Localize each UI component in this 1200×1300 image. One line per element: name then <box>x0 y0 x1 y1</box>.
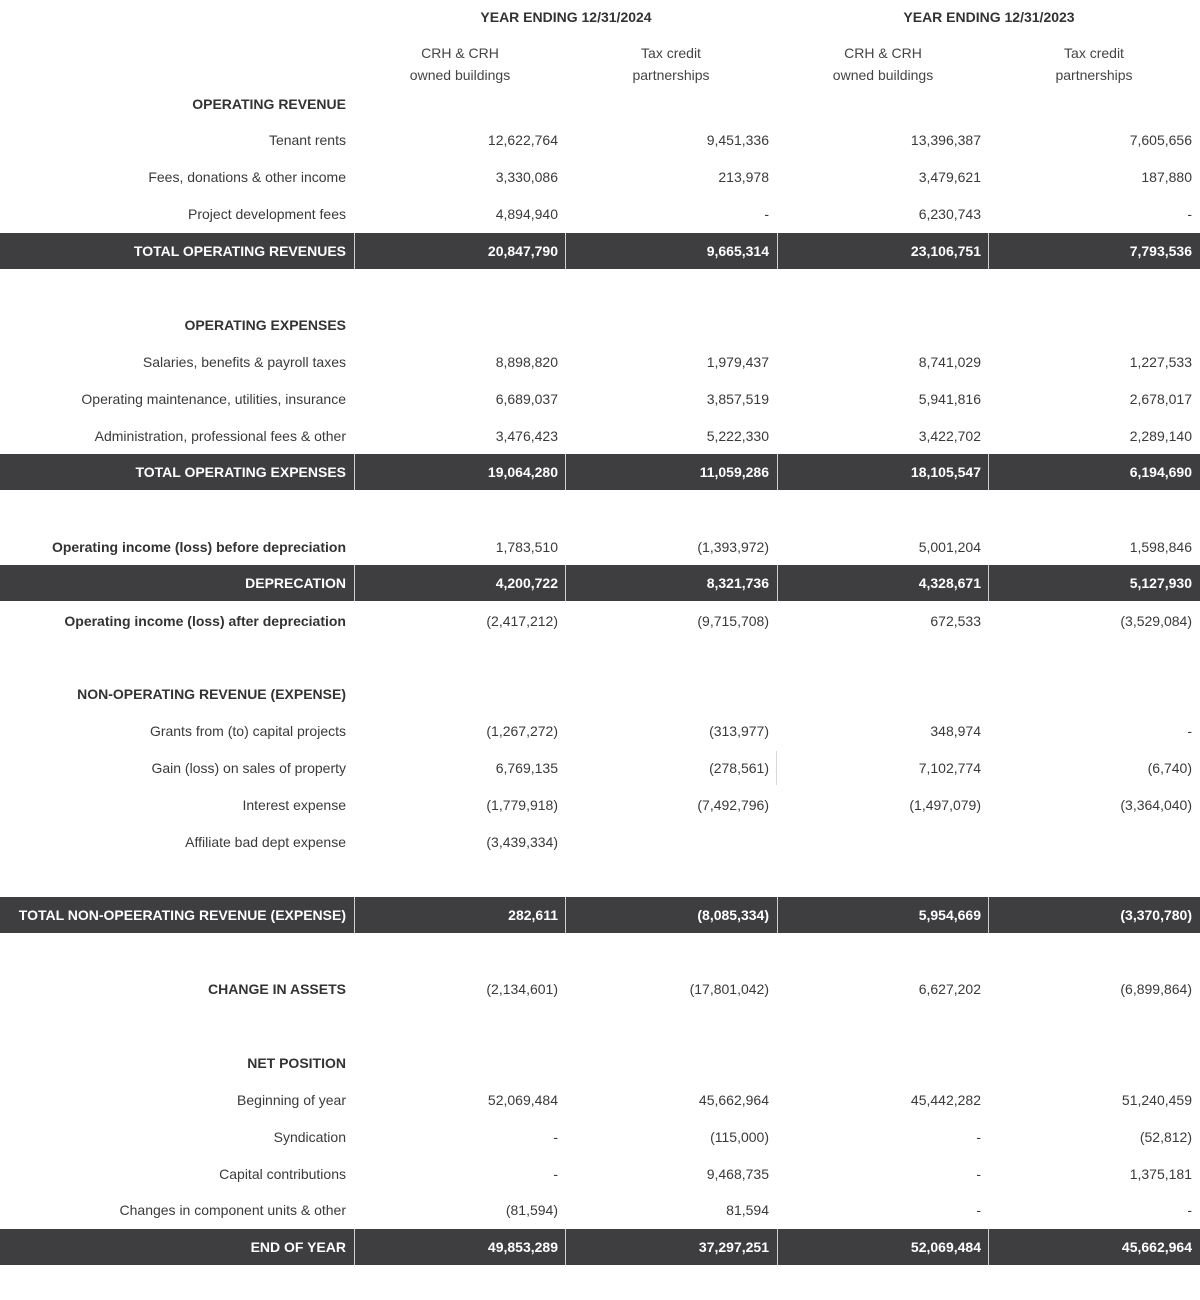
table-row <box>0 529 1200 565</box>
table-row <box>0 1156 1200 1192</box>
cell-value: 12,622,764 <box>487 132 558 148</box>
column-header-line: Tax credit <box>641 45 701 61</box>
section-row <box>0 307 1200 343</box>
cell-value: 2,289,140 <box>1129 428 1192 444</box>
cell-value: (3,529,084) <box>1120 613 1192 629</box>
column-separator <box>354 565 355 601</box>
column-separator <box>354 454 355 490</box>
table-row <box>0 713 1200 749</box>
column-header <box>571 42 771 86</box>
cell-value: (2,417,212) <box>486 613 558 629</box>
cell-value: (1,393,972) <box>697 539 769 555</box>
cell-value: 1,375,181 <box>1129 1166 1192 1182</box>
row-label: Beginning of year <box>237 1092 346 1108</box>
column-separator <box>565 454 566 490</box>
cell-value: (3,364,040) <box>1120 797 1192 813</box>
row-label: DEPRECATION <box>245 575 346 591</box>
cell-value: (52,812) <box>1139 1129 1192 1145</box>
column-separator <box>777 897 778 933</box>
column-header-line: CRH & CRH <box>421 45 499 61</box>
cell-value: 4,200,722 <box>495 575 558 591</box>
cell-value: - <box>1187 723 1192 739</box>
table-row <box>0 750 1200 786</box>
table-row <box>0 824 1200 860</box>
cell-value: 11,059,286 <box>699 464 769 480</box>
cell-value: 6,194,690 <box>1129 464 1192 480</box>
cell-value: 81,594 <box>726 1202 769 1218</box>
cell-value: 45,442,282 <box>910 1092 981 1108</box>
cell-value: 5,127,930 <box>1129 575 1192 591</box>
row-label: END OF YEAR <box>250 1239 346 1255</box>
cell-value: 9,468,735 <box>706 1166 769 1182</box>
row-label: Interest expense <box>242 797 346 813</box>
column-separator <box>354 233 355 269</box>
cell-value: 6,689,037 <box>495 391 558 407</box>
row-label: Capital contributions <box>219 1166 346 1182</box>
cell-value: 4,894,940 <box>495 206 558 222</box>
total-row <box>0 1229 1200 1265</box>
column-separator <box>777 233 778 269</box>
table-row <box>0 1192 1200 1228</box>
row-label: Tenant rents <box>268 132 346 148</box>
column-separator <box>777 565 778 601</box>
cell-value: 348,974 <box>930 723 981 739</box>
cell-value: - <box>976 1129 981 1145</box>
cell-value: (9,715,708) <box>697 613 769 629</box>
cell-value: 5,001,204 <box>918 539 981 555</box>
section-row <box>0 1045 1200 1081</box>
cell-value: 9,665,314 <box>706 243 769 259</box>
row-label: Operating income (loss) before depreciation <box>51 539 346 555</box>
cell-value: 19,064,280 <box>487 464 558 480</box>
cell-value: 3,422,702 <box>918 428 981 444</box>
cell-value: 6,769,135 <box>495 760 558 776</box>
cell-value: 52,069,484 <box>487 1092 558 1108</box>
row-label: NET POSITION <box>247 1055 346 1071</box>
column-header <box>783 42 983 86</box>
row-label: OPERATING EXPENSES <box>184 317 346 333</box>
cell-value: - <box>764 206 769 222</box>
cell-value: 1,227,533 <box>1129 354 1192 370</box>
row-label: Administration, professional fees & other <box>94 428 346 444</box>
cell-value: 3,330,086 <box>495 169 558 185</box>
column-header <box>994 42 1194 86</box>
table-row <box>0 418 1200 454</box>
table-row <box>0 787 1200 823</box>
cell-value: (8,085,334) <box>697 907 769 923</box>
cell-value: 20,847,790 <box>487 243 558 259</box>
cell-value: - <box>976 1166 981 1182</box>
row-label: Project development fees <box>188 206 346 222</box>
row-label: Changes in component units & other <box>119 1202 346 1218</box>
row-label: Affiliate bad dept expense <box>185 834 346 850</box>
cell-value: 51,240,459 <box>1121 1092 1192 1108</box>
row-label: NON-OPERATING REVENUE (EXPENSE) <box>77 686 346 702</box>
table-row <box>0 159 1200 195</box>
table-row <box>0 122 1200 158</box>
cell-value: 23,106,751 <box>910 243 981 259</box>
cell-value: 13,396,387 <box>910 132 981 148</box>
total-row <box>0 454 1200 490</box>
column-separator <box>777 454 778 490</box>
cell-value: 8,321,736 <box>706 575 769 591</box>
column-separator <box>354 1229 355 1265</box>
cell-value: (7,492,796) <box>697 797 769 813</box>
row-label: Gain (loss) on sales of property <box>151 760 346 776</box>
cell-value: - <box>1187 1202 1192 1218</box>
cell-value: 18,105,547 <box>910 464 981 480</box>
column-header-line: owned buildings <box>409 67 511 83</box>
column-separator <box>988 897 989 933</box>
cell-value: 9,451,336 <box>706 132 769 148</box>
table-row <box>0 196 1200 232</box>
row-label: OPERATING REVENUE <box>192 96 346 112</box>
column-separator <box>565 565 566 601</box>
cell-value: 282,611 <box>508 907 558 923</box>
year-header-2023: YEAR ENDING 12/31/2023 <box>903 9 1075 25</box>
cell-value: (278,561) <box>709 760 769 776</box>
row-label: TOTAL NON-OPEERATING REVENUE (EXPENSE) <box>18 907 346 923</box>
total-row <box>0 897 1200 933</box>
row-label: Syndication <box>273 1129 346 1145</box>
section-row <box>0 676 1200 712</box>
total-row <box>0 565 1200 601</box>
cell-value: (115,000) <box>710 1129 769 1145</box>
cell-value: (6,740) <box>1147 760 1192 776</box>
column-separator <box>988 565 989 601</box>
row-label: Grants from (to) capital projects <box>149 723 346 739</box>
column-header-line: partnerships <box>1055 67 1133 83</box>
total-row <box>0 233 1200 269</box>
column-header <box>360 42 560 86</box>
cell-value: 7,605,656 <box>1129 132 1192 148</box>
cell-value: - <box>553 1129 558 1145</box>
cell-value: (313,977) <box>709 723 769 739</box>
cell-value: 213,978 <box>718 169 769 185</box>
column-separator <box>565 897 566 933</box>
column-separator <box>565 233 566 269</box>
cell-value: 187,880 <box>1141 169 1192 185</box>
row-label: Operating income (loss) after depreciation <box>64 613 346 629</box>
cell-value: 8,898,820 <box>495 354 558 370</box>
section-row <box>0 971 1200 1007</box>
column-header-line: owned buildings <box>832 67 934 83</box>
column-header-line: Tax credit <box>1064 45 1124 61</box>
table-row <box>0 344 1200 380</box>
table-row <box>0 603 1200 639</box>
cell-value: 4,328,671 <box>918 575 981 591</box>
cell-value: (6,899,864) <box>1120 981 1192 997</box>
row-label: CHANGE IN ASSETS <box>208 981 346 997</box>
column-separator <box>988 1229 989 1265</box>
column-separator <box>988 454 989 490</box>
cell-value: (1,779,918) <box>486 797 558 813</box>
cell-value: 7,102,774 <box>918 760 981 776</box>
cell-value: 49,853,289 <box>487 1239 558 1255</box>
row-label: Operating maintenance, utilities, insurance <box>81 391 346 407</box>
cell-value: 672,533 <box>930 613 981 629</box>
column-separator <box>354 897 355 933</box>
row-label: TOTAL OPERATING EXPENSES <box>135 464 346 480</box>
cell-value: (2,134,601) <box>486 981 558 997</box>
cell-value: 5,941,816 <box>918 391 981 407</box>
cell-value: (3,370,780) <box>1120 907 1192 923</box>
row-label: Fees, donations & other income <box>148 169 346 185</box>
column-header-line: partnerships <box>632 67 710 83</box>
cell-value: (1,497,079) <box>909 797 981 813</box>
column-separator <box>988 233 989 269</box>
cell-value: - <box>976 1202 981 1218</box>
cell-value: 6,230,743 <box>918 206 981 222</box>
cell-value: (3,439,334) <box>486 834 558 850</box>
cell-value: 1,979,437 <box>706 354 769 370</box>
cell-value: 1,598,846 <box>1129 539 1192 555</box>
year-header-2024: YEAR ENDING 12/31/2024 <box>480 9 652 25</box>
table-row <box>0 381 1200 417</box>
cell-value: (1,267,272) <box>486 723 558 739</box>
table-row <box>0 1082 1200 1118</box>
cell-divider <box>776 751 777 785</box>
cell-value: 45,662,964 <box>698 1092 769 1108</box>
cell-value: 45,662,964 <box>1121 1239 1192 1255</box>
cell-value: - <box>553 1166 558 1182</box>
cell-value: 37,297,251 <box>698 1239 769 1255</box>
cell-value: 3,476,423 <box>495 428 558 444</box>
cell-value: 5,222,330 <box>706 428 769 444</box>
column-separator <box>777 1229 778 1265</box>
section-row <box>0 86 1200 122</box>
cell-value: (17,801,042) <box>689 981 769 997</box>
cell-value: 3,479,621 <box>918 169 981 185</box>
cell-value: 52,069,484 <box>910 1239 981 1255</box>
cell-value: 3,857,519 <box>706 391 769 407</box>
column-separator <box>565 1229 566 1265</box>
cell-value: 2,678,017 <box>1129 391 1192 407</box>
cell-value: 1,783,510 <box>495 539 558 555</box>
cell-value: 5,954,669 <box>918 907 981 923</box>
row-label: Salaries, benefits & payroll taxes <box>142 354 346 370</box>
cell-value: 6,627,202 <box>918 981 981 997</box>
cell-value: 7,793,536 <box>1129 243 1192 259</box>
cell-value: 8,741,029 <box>918 354 981 370</box>
column-header-line: CRH & CRH <box>844 45 922 61</box>
row-label: TOTAL OPERATING REVENUES <box>133 243 346 259</box>
cell-value: (81,594) <box>505 1202 558 1218</box>
cell-value: - <box>1187 206 1192 222</box>
table-row <box>0 1119 1200 1155</box>
